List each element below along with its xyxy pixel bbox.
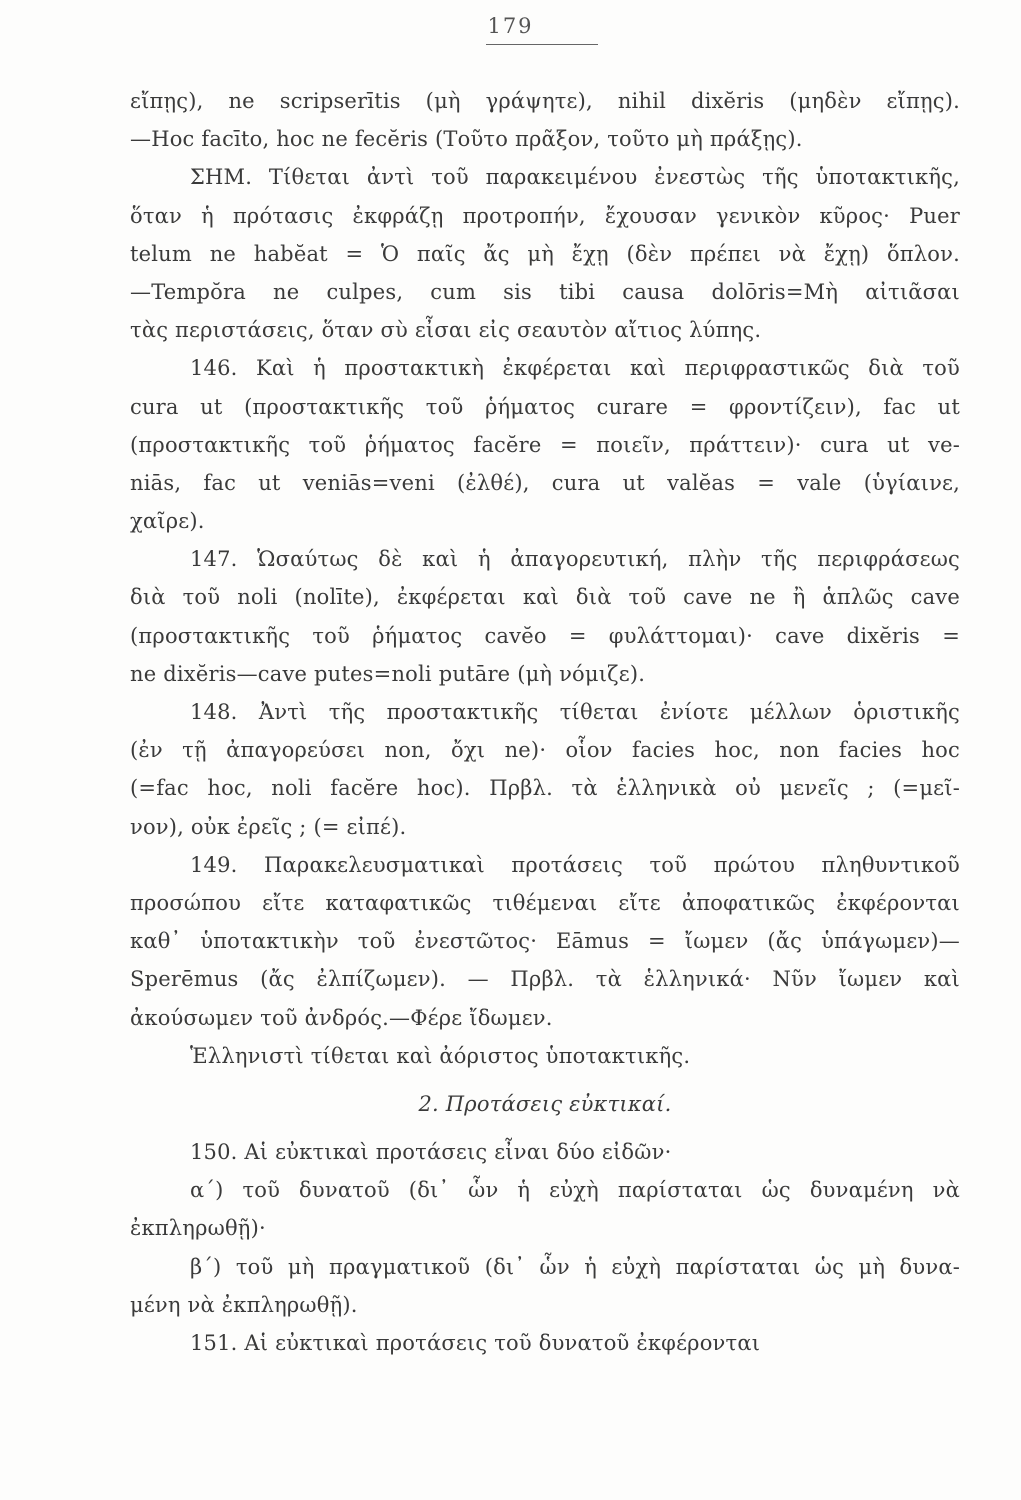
text-line: καθ᾽ ὑποτακτικὴν τοῦ ἐνεστῶτος· Eāmus = ἴωμεν (ἄς ὑπάγωμεν)—: [130, 929, 960, 954]
text-line: —Hoc facīto, hoc ne fecĕris (Τοῦτο πρᾶξον, τοῦτο μὴ πράξῃς).: [130, 127, 803, 152]
page-number: 179: [487, 14, 534, 38]
text-line: β΄) τοῦ μὴ πραγματικοῦ (δι᾽ ὧν ἡ εὐχὴ παρίσταται ὡς μὴ δυνα-: [190, 1254, 960, 1279]
text-line: τὰς περιστάσεις, ὅταν σὺ εἶσαι εἰς σεαυτὸν αἴτιος λύπης.: [130, 318, 762, 343]
section-heading: 2. Προτάσεις εὐκτικαί.: [418, 1091, 672, 1116]
text-line: Sperēmus (ἄς ἐλπίζωμεν). — Πρβλ. τὰ ἑλληνικά· Νῦν ἴωμεν καὶ: [130, 967, 960, 992]
text-line: ἀκούσωμεν τοῦ ἀνδρός.—Φέρε ἴδωμεν.: [130, 1005, 553, 1030]
text-line: telum ne habĕat = Ὁ παῖς ἄς μὴ ἔχῃ (δὲν πρέπει νὰ ἔχῃ) ὅπλον.: [130, 241, 960, 266]
page-number-rule: [486, 44, 598, 45]
text-line: προσώπου εἴτε καταφατικῶς τιθέμεναι εἴτε ἀποφατικῶς ἐκφέρονται: [130, 890, 960, 915]
text-line: 146. Καὶ ἡ προστακτικὴ ἐκφέρεται καὶ περιφραστικῶς διὰ τοῦ: [190, 356, 960, 381]
text-line: ne dixĕris—cave putes=noli putāre (μὴ νόμιζε).: [130, 661, 646, 686]
text-line: α΄) τοῦ δυνατοῦ (δι᾽ ὧν ἡ εὐχὴ παρίσταται ὡς δυναμένη νὰ: [190, 1178, 960, 1203]
text-line: cura ut (προστακτικῆς τοῦ ῥήματος curare = φροντίζειν), fac ut: [130, 394, 960, 419]
text-line: μένη νὰ ἐκπληρωθῇ).: [130, 1292, 358, 1317]
text-line: (=fac hoc, noli facĕre hoc). Πρβλ. τὰ ἑλληνικὰ οὐ μενεῖς ; (=μεῖ-: [130, 776, 960, 801]
text-line: 148. Ἀντὶ τῆς προστακτικῆς τίθεται ἐνίοτε μέλλων ὁριστικῆς: [190, 700, 960, 724]
text-line: —Tempŏra ne culpes, cum sis tibi causa dolōris=Μὴ αἰτιᾶσαι: [130, 279, 960, 304]
text-line: ὅταν ἡ πρότασις ἐκφράζῃ προτροπήν, ἔχουσαν γενικὸν κῦρος· Puer: [130, 203, 960, 228]
text-line: (προστακτικῆς τοῦ ῥήματος facĕre = ποιεῖν, πράττειν)· cura ut ve-: [130, 432, 960, 457]
text-line: 147. Ὡσαύτως δὲ καὶ ἡ ἀπαγορευτική, πλὴν τῆς περιφράσεως: [190, 547, 960, 572]
text-line: (προστακτικῆς τοῦ ῥήματος cavĕo = φυλάττομαι)· cave dixĕris =: [130, 623, 960, 648]
text-line: 149. Παρακελευσματικαὶ προτάσεις τοῦ πρώτου πληθυντικοῦ: [190, 852, 960, 877]
text-line: 150. Αἱ εὐκτικαὶ προτάσεις εἶναι δύο εἰδῶν·: [190, 1140, 672, 1165]
text-line: εἴπῃς), ne scripserītis (μὴ γράψητε), nihil dixĕris (μηδὲν εἴπῃς).: [130, 89, 960, 113]
text-line: Ἑλληνιστὶ τίθεται καὶ ἀόριστος ὑποτακτικῆς.: [190, 1043, 691, 1068]
text-line: ΣΗΜ. Τίθεται ἀντὶ τοῦ παρακειμένου ἐνεστὼς τῆς ὑποτακτικῆς,: [190, 165, 960, 190]
text-line: niās, fac ut veniās=veni (ἐλθέ), cura ut valĕas = vale (ὑγίαινε,: [130, 470, 960, 495]
text-body: [130, 82, 960, 1362]
text-line: διὰ τοῦ noli (nolīte), ἐκφέρεται καὶ διὰ τοῦ cave ne ἢ ἁπλῶς cave: [130, 585, 960, 610]
text-line: ἐκπληρωθῇ)·: [130, 1216, 266, 1241]
text-line: νον), οὐκ ἐρεῖς ; (= εἰπέ).: [130, 814, 407, 839]
text-line: χαῖρε).: [130, 509, 205, 534]
text-line: (ἐν τῇ ἀπαγορεύσει non, ὄχι ne)· οἷον facies hoc, non facies hoc: [130, 738, 960, 763]
text-line: 151. Αἱ εὐκτικαὶ προτάσεις τοῦ δυνατοῦ ἐκφέρονται: [190, 1331, 761, 1355]
